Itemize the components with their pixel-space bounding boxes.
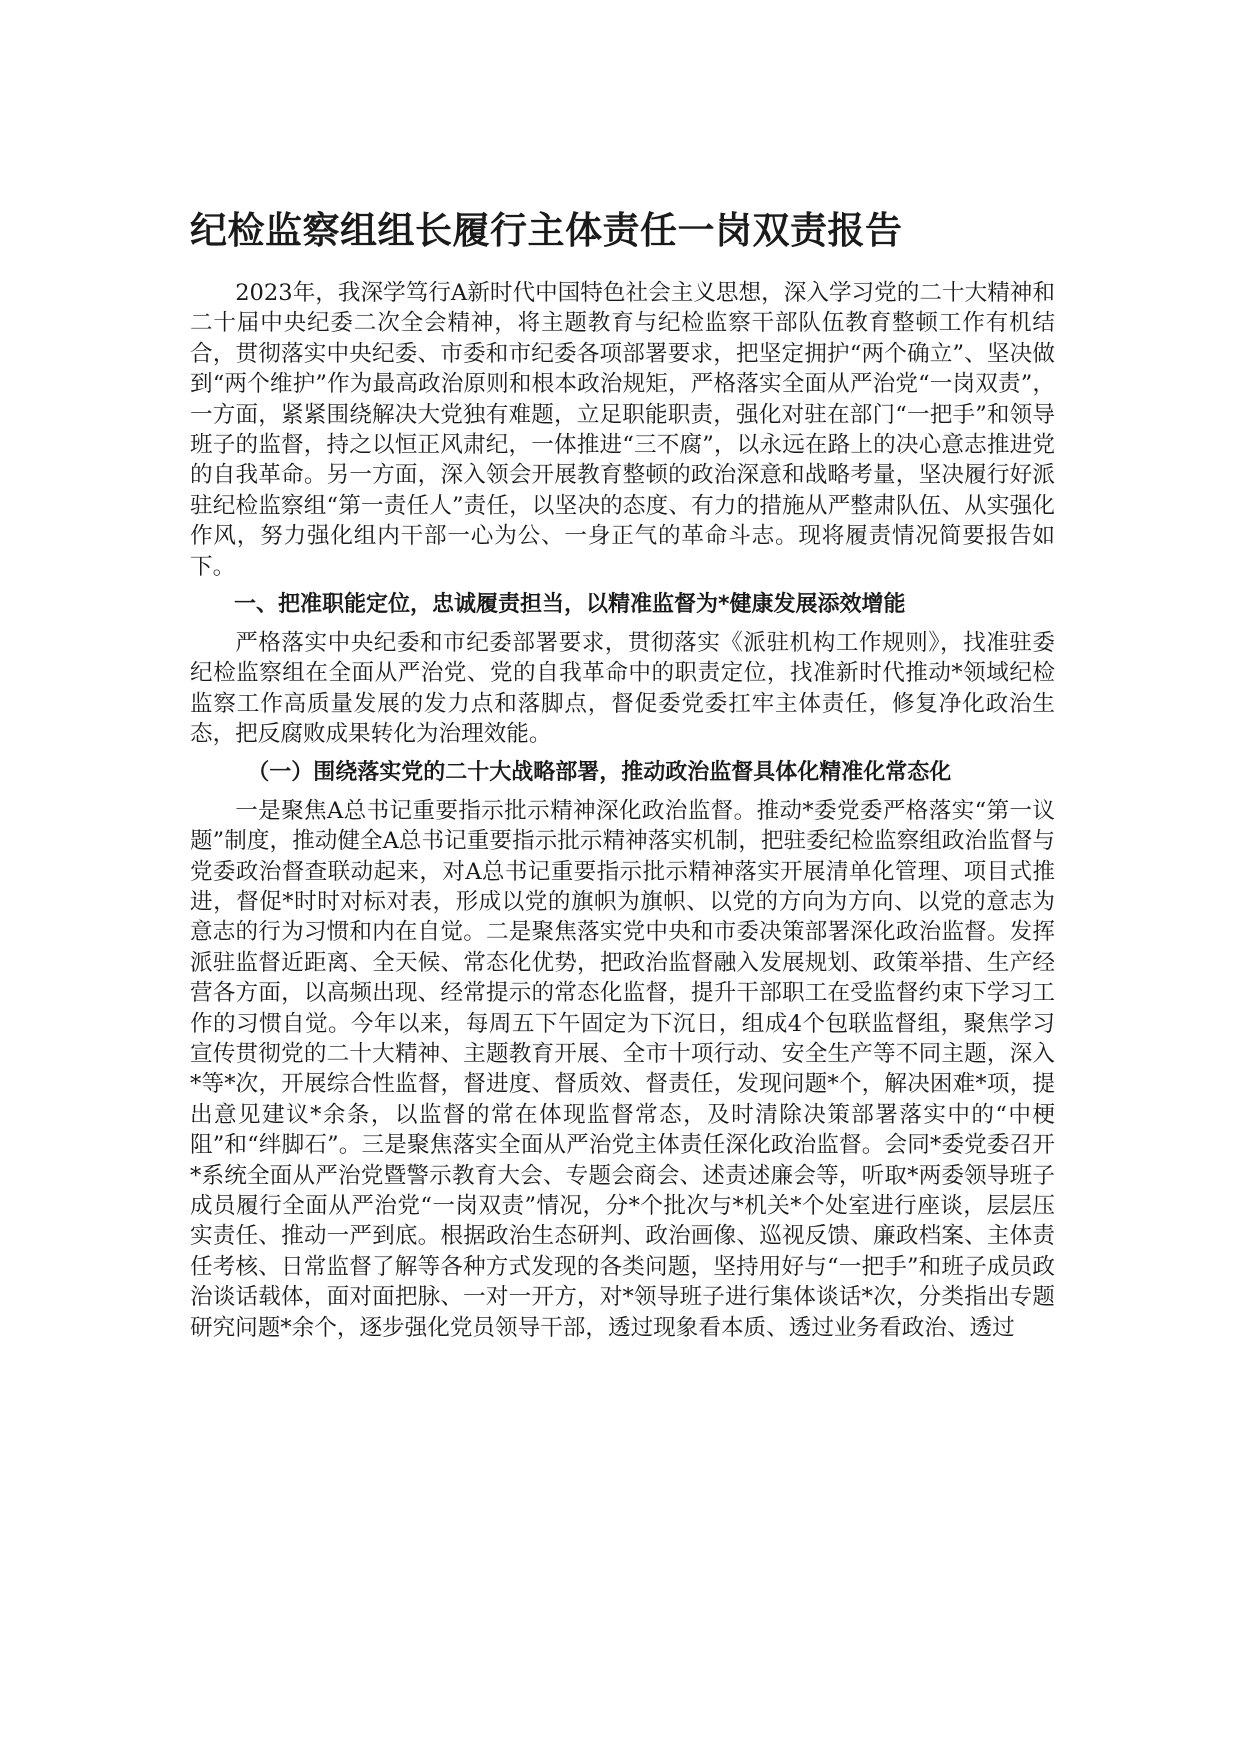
document-body — [190, 278, 1055, 1349]
subsection-heading-1: （一）围绕落实党的二十大战略部署，推动政治监督具体化精准化常态化 — [247, 759, 952, 785]
section-paragraph-1: 严格落实中央纪委和市纪委部署要求，贯彻落实《派驻机构工作规则》，找准驻委纪检监察组在全面从严治党、党的自我革命中的职责定位，找准新时代推动*领域纪检监察工作高质量发展的发力点和落脚点，督促委党委扛牢主体责任，修复净化政治生态，把反腐败成果转化为治理效能。 — [190, 630, 1055, 748]
section-heading-1: 一、把准职能定位，忠诚履责担当，以精准监督为*健康发展添效增能 — [234, 592, 906, 618]
intro-paragraph: 2023年，我深学笃行A新时代中国特色社会主义思想，深入学习党的二十大精神和二十届中央纪委二次全会精神，将主题教育与纪检监察干部队伍教育整顿工作有机结合，贯彻落实中央纪委、市委和市纪委各项部署要求，把坚定拥护“两个确立”、坚决做到“两个维护”作为最高政治原则和根本政治规矩，严格落实全面从严治党“一岗双责”，一方面，紧紧围绕解决大党独有难题，立足职能职责，强化对驻在部门“一把手”和领导班子的监督，持之以恒正风肃纪，一体推进“三不腐”，以永远在路上的决心意志推进党的自我革命。另一方面，深入领会开展教育整顿的政治深意和战略考量，坚决履行好派驻纪检监察组“第一责任人”责任，以坚决的态度、有力的措施从严整肃队伍、从实强化作风，努力强化组内干部一心为公、一身正气的革命斗志。现将履责情况简要报告如下。 — [190, 280, 1055, 580]
document-title: 纪检监察组组长履行主体责任一岗双责报告 — [190, 209, 903, 252]
subsection-paragraph-1: 一是聚焦A总书记重要指示批示精神深化政治监督。推动*委党委严格落实“第一议题”制度，推动健全A总书记重要指示批示精神落实机制，把驻委纪检监察组政治监督与党委政治督查联动起来，对A总书记重要指示批示精神落实开展清单化管理、项目式推进，督促*时时对标对表，形成以党的旗帜为旗帜、以党的方向为方向、以党的意志为意志的行为习惯和内在自觉。二是聚焦落实党中央和市委决策部署深化政治监督。发挥派驻监督近距离、全天候、常态化优势，把政治监督融入发展规划、政策举措、生产经营各方面，以高频出现、经常提示的常态化监督，提升干部职工在受监督约束下学习工作的习惯自觉。今年以来，每周五下午固定为下沉日，组成4个包联监督组，聚焦学习宣传贯彻党的二十大精神、主题教育开展、全市十项行动、安全生产等不同主题，深入*等*次，开展综合性监督，督进度、督质效、督责任，发现问题*个，解决困难*项，提出意见建议*余条，以监督的常在体现监督常态，及时清除决策部署落实中的“中梗阻”和“绊脚石”。三是聚焦落实全面从严治党主体责任深化政治监督。会同*委党委召开*系统全面从严治党暨警示教育大会、专题会商会、述责述廉会等，听取*两委领导班子成员履行全面从严治党“一岗双责”情况，分*个批次与*机关*个处室进行座谈，层层压实责任、推动一严到底。根据政治生态研判、政治画像、巡视反馈、廉政档案、主体责任考核、日常监督了解等各种方式发现的各类问题，坚持用好与“一把手”和班子成员政治谈话载体，面对面把脉、一对一开方，对*领导班子进行集体谈话*次，分类指出专题研究问题*余个，逐步强化党员领导干部，透过现象看本质、透过业务看政治、透过 — [190, 797, 1055, 1341]
